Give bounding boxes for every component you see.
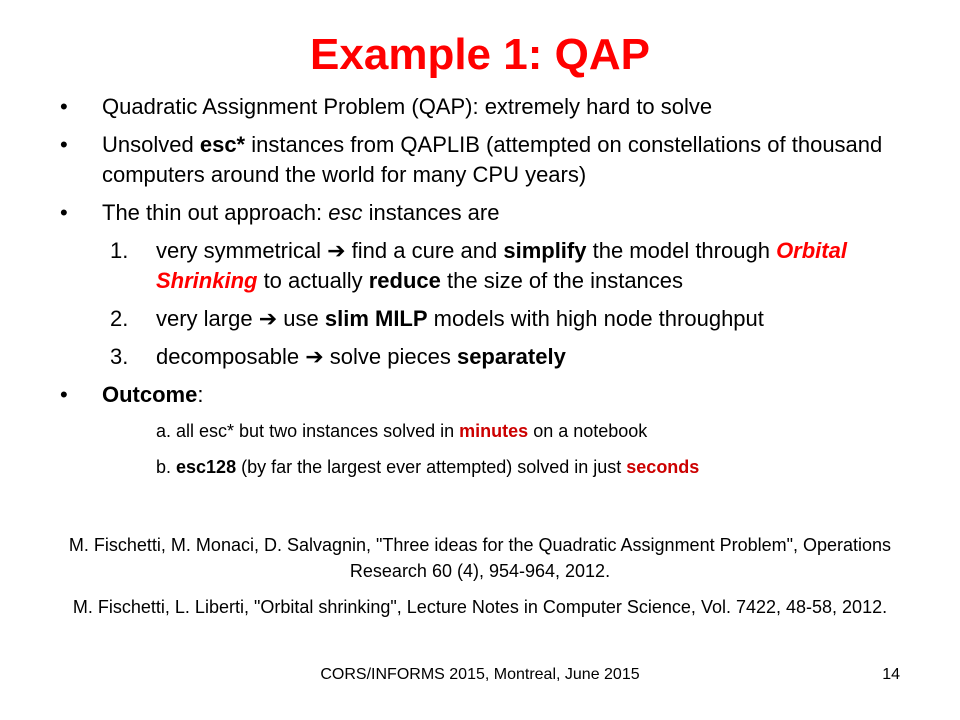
item-text: very symmetrical <box>156 238 328 263</box>
bullet-thin-out-approach <box>0 198 960 228</box>
item-number: 3. <box>110 344 129 369</box>
emphasis-separately: separately <box>456 344 566 369</box>
numbered-item-decomposable <box>0 342 960 372</box>
bullet-text: Quadratic Assignment Problem (QAP): extremely hard to solve <box>102 94 713 119</box>
bullet-list <box>0 92 960 490</box>
bullet-unsolved-instances <box>0 130 960 190</box>
item-text: decomposable <box>156 344 306 369</box>
emphasis-orbital-shrinking: Orbital Shrinking <box>156 238 847 293</box>
item-number: 2. <box>110 306 129 331</box>
arrow-icon: ➔ <box>258 306 278 331</box>
bullet-marker: • <box>60 382 68 407</box>
emphasis-minutes: minutes <box>459 421 529 441</box>
item-text: use <box>277 306 325 331</box>
bullet-marker: • <box>60 200 68 225</box>
item-text: very large <box>156 306 259 331</box>
numbered-item-symmetrical <box>0 236 960 296</box>
bullet-text: instances are <box>362 200 500 225</box>
reference-entry: M. Fischetti, M. Monaci, D. Salvagnin, "Three ideas for the Quadratic Assignment Problem", Operations Research 60 (4), 954-964, 2012. <box>68 535 892 581</box>
bullet-marker: • <box>60 94 68 119</box>
reference-entry: M. Fischetti, L. Liberti, "Orbital shrinking", Lecture Notes in Computer Science, Vol. 7422, 48-58, 2012. <box>72 597 888 617</box>
item-text: the model through <box>586 238 777 263</box>
outcome-text: (by far the largest ever attempted) solved in just <box>236 457 627 477</box>
emphasis-esc128: esc128 <box>176 457 237 477</box>
numbered-item-large <box>0 304 960 334</box>
slide-title: Example 1: QAP <box>310 30 650 79</box>
emphasis-outcome: Outcome <box>102 382 198 407</box>
item-number: 1. <box>110 238 129 263</box>
outcome-item-a <box>0 418 960 444</box>
item-text: solve pieces <box>323 344 457 369</box>
bullet-text: instances from QAPLIB (attempted on constellations of thousand computers around the world for many CPU years) <box>102 132 883 187</box>
bullet-text: : <box>197 382 204 407</box>
emphasis-simplify: simplify <box>503 238 587 263</box>
outcome-text: a. all esc* but two instances solved in <box>156 421 460 441</box>
bullet-outcome <box>0 380 960 410</box>
outcome-text: b. <box>156 457 177 477</box>
page-number: 14 <box>882 666 900 683</box>
bullet-qap-definition <box>0 92 960 122</box>
arrow-icon: ➔ <box>327 238 346 263</box>
item-text: models with high node throughput <box>427 306 764 331</box>
emphasis-reduce: reduce <box>368 268 441 293</box>
item-text: the size of the instances <box>440 268 684 293</box>
item-text: find a cure and <box>345 238 504 263</box>
arrow-icon: ➔ <box>305 344 324 369</box>
emphasis-seconds: seconds <box>626 457 700 477</box>
outcome-item-b <box>0 454 960 480</box>
outcome-text: on a notebook <box>528 421 648 441</box>
bullet-marker: • <box>60 132 68 157</box>
emphasis-esc: esc* <box>199 132 246 157</box>
footer-conference: CORS/INFORMS 2015, Montreal, June 2015 <box>320 666 640 683</box>
emphasis-esc-italic: esc <box>328 200 363 225</box>
bullet-text: Unsolved <box>102 132 200 157</box>
emphasis-slim-milp: slim MILP <box>324 306 428 331</box>
references <box>40 532 920 630</box>
item-text: to actually <box>257 268 369 293</box>
bullet-text: The thin out approach: <box>102 200 329 225</box>
